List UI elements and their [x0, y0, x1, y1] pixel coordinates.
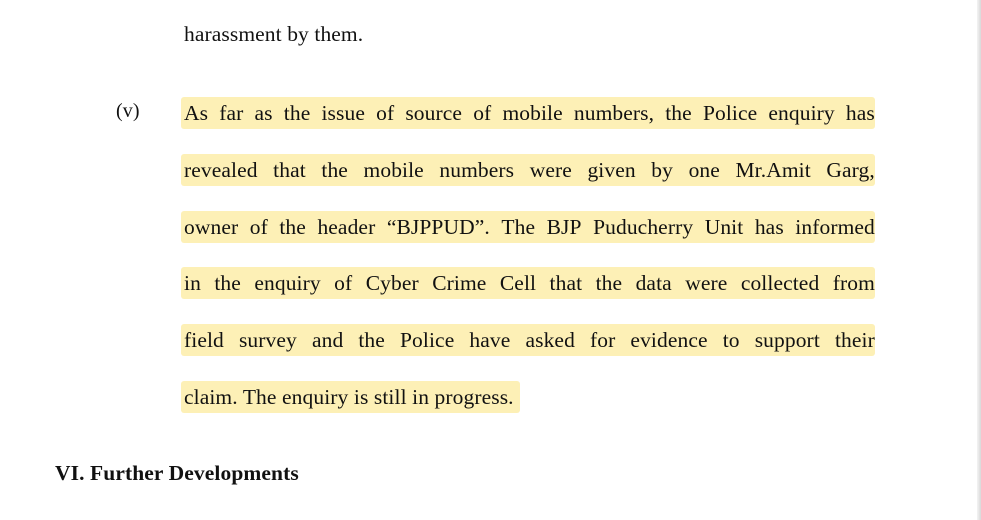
list-item-number: (v) [116, 100, 140, 122]
highlighted-paragraph-line-1: As far as the issue of source of mobile numbers, the Police enquiry has [181, 97, 875, 129]
section-heading: VI. Further Developments [55, 461, 299, 485]
highlighted-paragraph-line-3: owner of the header “BJPPUD”. The BJP Puducherry Unit has informed [181, 211, 875, 243]
highlighted-paragraph-line-5: field survey and the Police have asked for evidence to support their [181, 324, 875, 356]
page-edge-shadow [977, 0, 981, 520]
highlighted-paragraph-line-6: claim. The enquiry is still in progress. [181, 381, 520, 413]
highlighted-paragraph-line-2: revealed that the mobile numbers were given by one Mr.Amit Garg, [181, 154, 875, 186]
highlighted-paragraph-line-4: in the enquiry of Cyber Crime Cell that the data were collected from [181, 267, 875, 299]
continuation-text: harassment by them. [184, 22, 364, 46]
